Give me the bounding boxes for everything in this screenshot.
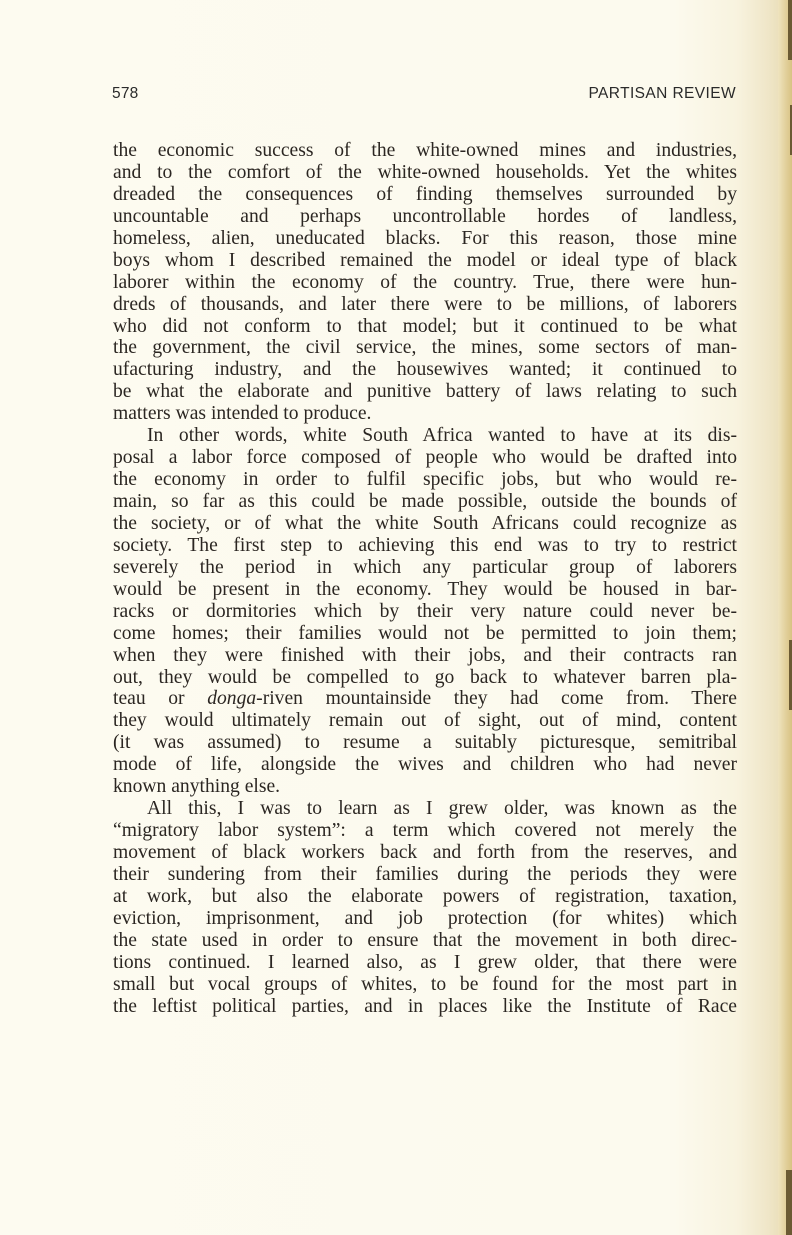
- text-run: -riven mountainside they had come from. There: [256, 688, 737, 710]
- page-binding-edge: [778, 0, 792, 1235]
- text-line: they would ultimately remain out of sight, out of mind, content: [113, 710, 737, 732]
- text-line: severely the period in which any particular group of laborers: [113, 556, 737, 578]
- text-line-with-italic: [113, 688, 737, 710]
- journal-title: PARTISAN REVIEW: [588, 85, 736, 102]
- text-line: their sundering from their families during the periods they were: [113, 863, 737, 885]
- text-line: the society, or of what the white South Africans could recognize as: [113, 512, 737, 534]
- text-line: “migratory labor system”: a term which covered not merely the: [113, 820, 737, 842]
- paragraph-end-line: matters was intended to produce.: [113, 403, 372, 425]
- text-line: society. The first step to achieving this end was to try to restrict: [113, 534, 737, 556]
- page-number: 578: [112, 85, 139, 102]
- text-line: at work, but also the elaborate powers of registration, taxation,: [113, 885, 737, 907]
- text-line: the economy in order to fulfil specific jobs, but who would re-: [113, 469, 737, 491]
- text-line: eviction, imprisonment, and job protection (for whites) which: [113, 907, 737, 929]
- text-line: be what the elaborate and punitive battery of laws relating to such: [113, 381, 737, 403]
- paragraph-start-line: In other words, white South Africa wanted to have at its dis-: [147, 425, 737, 447]
- text-line: boys whom I described remained the model or ideal type of black: [113, 249, 737, 271]
- text-run: teau or: [113, 688, 208, 710]
- text-line: out, they would be compelled to go back to whatever barren pla-: [113, 666, 737, 688]
- text-line: dreaded the consequences of finding themselves surrounded by: [113, 183, 737, 205]
- paragraph-start-line: All this, I was to learn as I grew older, was known as the: [147, 798, 737, 820]
- text-line: racks or dormitories which by their very nature could never be-: [113, 600, 737, 622]
- text-line: when they were finished with their jobs, and their contracts ran: [113, 644, 737, 666]
- edge-shadow-mark: [788, 0, 792, 60]
- text-line: ufacturing industry, and the housewives wanted; it continued to: [113, 359, 737, 381]
- edge-shadow-mark: [786, 1170, 792, 1235]
- text-line: who did not conform to that model; but it continued to be what: [113, 315, 737, 337]
- text-line: the state used in order to ensure that the movement in both direc-: [113, 929, 737, 951]
- text-line: tions continued. I learned also, as I grew older, that there were: [113, 951, 737, 973]
- text-line: come homes; their families would not be permitted to join them;: [113, 622, 737, 644]
- text-line: uncountable and perhaps uncontrollable hordes of landless,: [113, 205, 737, 227]
- running-head: [112, 85, 736, 109]
- text-line: the leftist political parties, and in places like the Institute of Race: [113, 995, 737, 1017]
- paragraph-end-line: known anything else.: [113, 776, 281, 798]
- text-line: main, so far as this could be made possible, outside the bounds of: [113, 491, 737, 512]
- text-line: laborer within the economy of the country. True, there were hun-: [113, 271, 737, 293]
- text-line: and to the comfort of the white-owned households. Yet the whites: [113, 161, 737, 183]
- body-text: [113, 140, 737, 1018]
- text-line: would be present in the economy. They would be housed in bar-: [113, 578, 737, 600]
- text-line: homeless, alien, uneducated blacks. For this reason, those mine: [113, 227, 737, 249]
- text-line: mode of life, alongside the wives and children who had never: [113, 754, 737, 776]
- text-line: the economic success of the white-owned mines and industries,: [113, 140, 737, 161]
- text-line: dreds of thousands, and later there were to be millions, of laborers: [113, 293, 737, 315]
- text-line: small but vocal groups of whites, to be found for the most part in: [113, 973, 737, 995]
- text-line: posal a labor force composed of people who would be drafted into: [113, 447, 737, 469]
- italic-term-donga: donga: [207, 688, 257, 710]
- text-line: (it was assumed) to resume a suitably picturesque, semitribal: [113, 732, 737, 754]
- text-line: movement of black workers back and forth from the reserves, and: [113, 842, 737, 863]
- text-line: the government, the civil service, the mines, some sectors of man-: [113, 337, 737, 359]
